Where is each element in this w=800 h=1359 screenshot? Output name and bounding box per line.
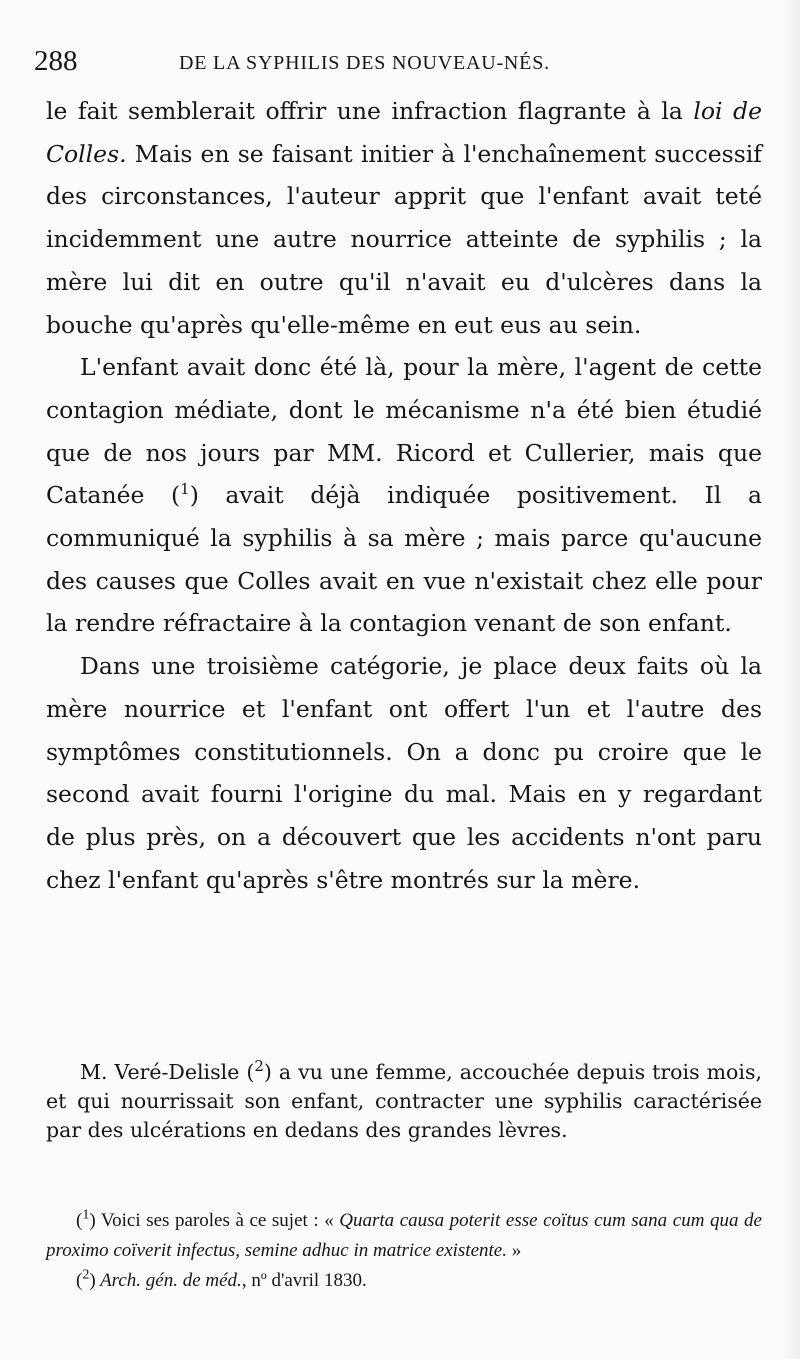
paragraph-2-text-b: ) avait déjà indiquée positivement. Il a communiqué la syphilis à sa mère ; mais parce qu'aucune des causes que Colles avait en vue n'existait chez elle pour la rendre réfractaire à la contagion venant de son enfant.: [46, 481, 762, 638]
footnote-2-text-b: , nº d'avril 1830.: [241, 1270, 367, 1291]
paragraph-2: [46, 346, 762, 645]
main-text: [46, 90, 762, 901]
case-note-text-a: M. Veré-Delisle (: [80, 1060, 255, 1084]
footnote-ref-1: 1: [180, 480, 190, 499]
paragraph-3: Dans une troisième catégorie, je place deux faits où la mère nourrice et l'enfant ont offert l'un et l'autre des symptômes constitutionnels. On a donc pu croire que le second avait fourni l'origine du mal. Mais en y regardant de plus près, on a découvert que les accidents n'ont paru chez l'enfant qu'après s'être montrés sur la mère.: [46, 652, 762, 894]
running-title: DE LA SYPHILIS DES NOUVEAU-NÉS.: [179, 52, 550, 74]
footnote-2: ($^2$) Arch. gén. de méd., nº d'avril 1830.: [76, 1267, 367, 1291]
paragraph-1: [46, 90, 762, 346]
footnote-1-text-a: Voici ses paroles à ce sujet : «: [95, 1210, 340, 1231]
paragraph-1-text-b: Mais en se faisant initier à l'enchaînement successif des circonstances, l'auteur apprit que l'enfant avait teté incidemment une autre nourrice atteinte de syphilis ; la mère lui dit en outre qu'il n'avait eu d'ulcères dans la bouche qu'après qu'elle-même en eut eus au sein.: [46, 139, 762, 339]
footnote-2-source: Arch. gén. de méd.: [95, 1270, 242, 1291]
footnote-1-text-b: »: [506, 1240, 522, 1261]
footnote-1-quote: Quarta causa poterit esse coïtus cum sana cum qua de proximo coïverit infectus, semine adhuc in matrice existente.: [46, 1210, 762, 1261]
footnote-1: ($^1$) Voici ses paroles à ce sujet : « Quarta causa poterit esse coïtus cum sana cum qua de proximo coïverit infectus, semine adhuc in matrice existente. »: [46, 1207, 762, 1261]
page-header: [34, 44, 764, 88]
footnote-ref-2: 2: [254, 1057, 264, 1076]
paragraph-2-text-a: L'enfant avait donc été là, pour la mère, l'agent de cette contagion médiate, dont le mécanisme n'a été bien étudié que de nos jours par MM. Ricord et Cullerier, mais que Catanée (: [46, 353, 762, 510]
case-note: [46, 1058, 762, 1145]
scan-edge-shadow: [782, 0, 800, 1359]
footnote-1-marker: 1: [82, 1207, 90, 1223]
page-number: 288: [34, 45, 78, 77]
footnotes: [46, 1206, 762, 1296]
case-note-text-b: ) a vu une femme, accouchée depuis trois mois, et qui nourrissait son enfant, contracter une syphilis caractérisée par des ulcérations en dedans des grandes lèvres.: [46, 1060, 762, 1142]
footnote-2-marker: 2: [82, 1267, 90, 1283]
paragraph-1-italic-ref: loi de Colles.: [46, 97, 762, 168]
paragraph-1-text-a: le fait semblerait offrir une infraction flagrante à la: [46, 97, 694, 125]
